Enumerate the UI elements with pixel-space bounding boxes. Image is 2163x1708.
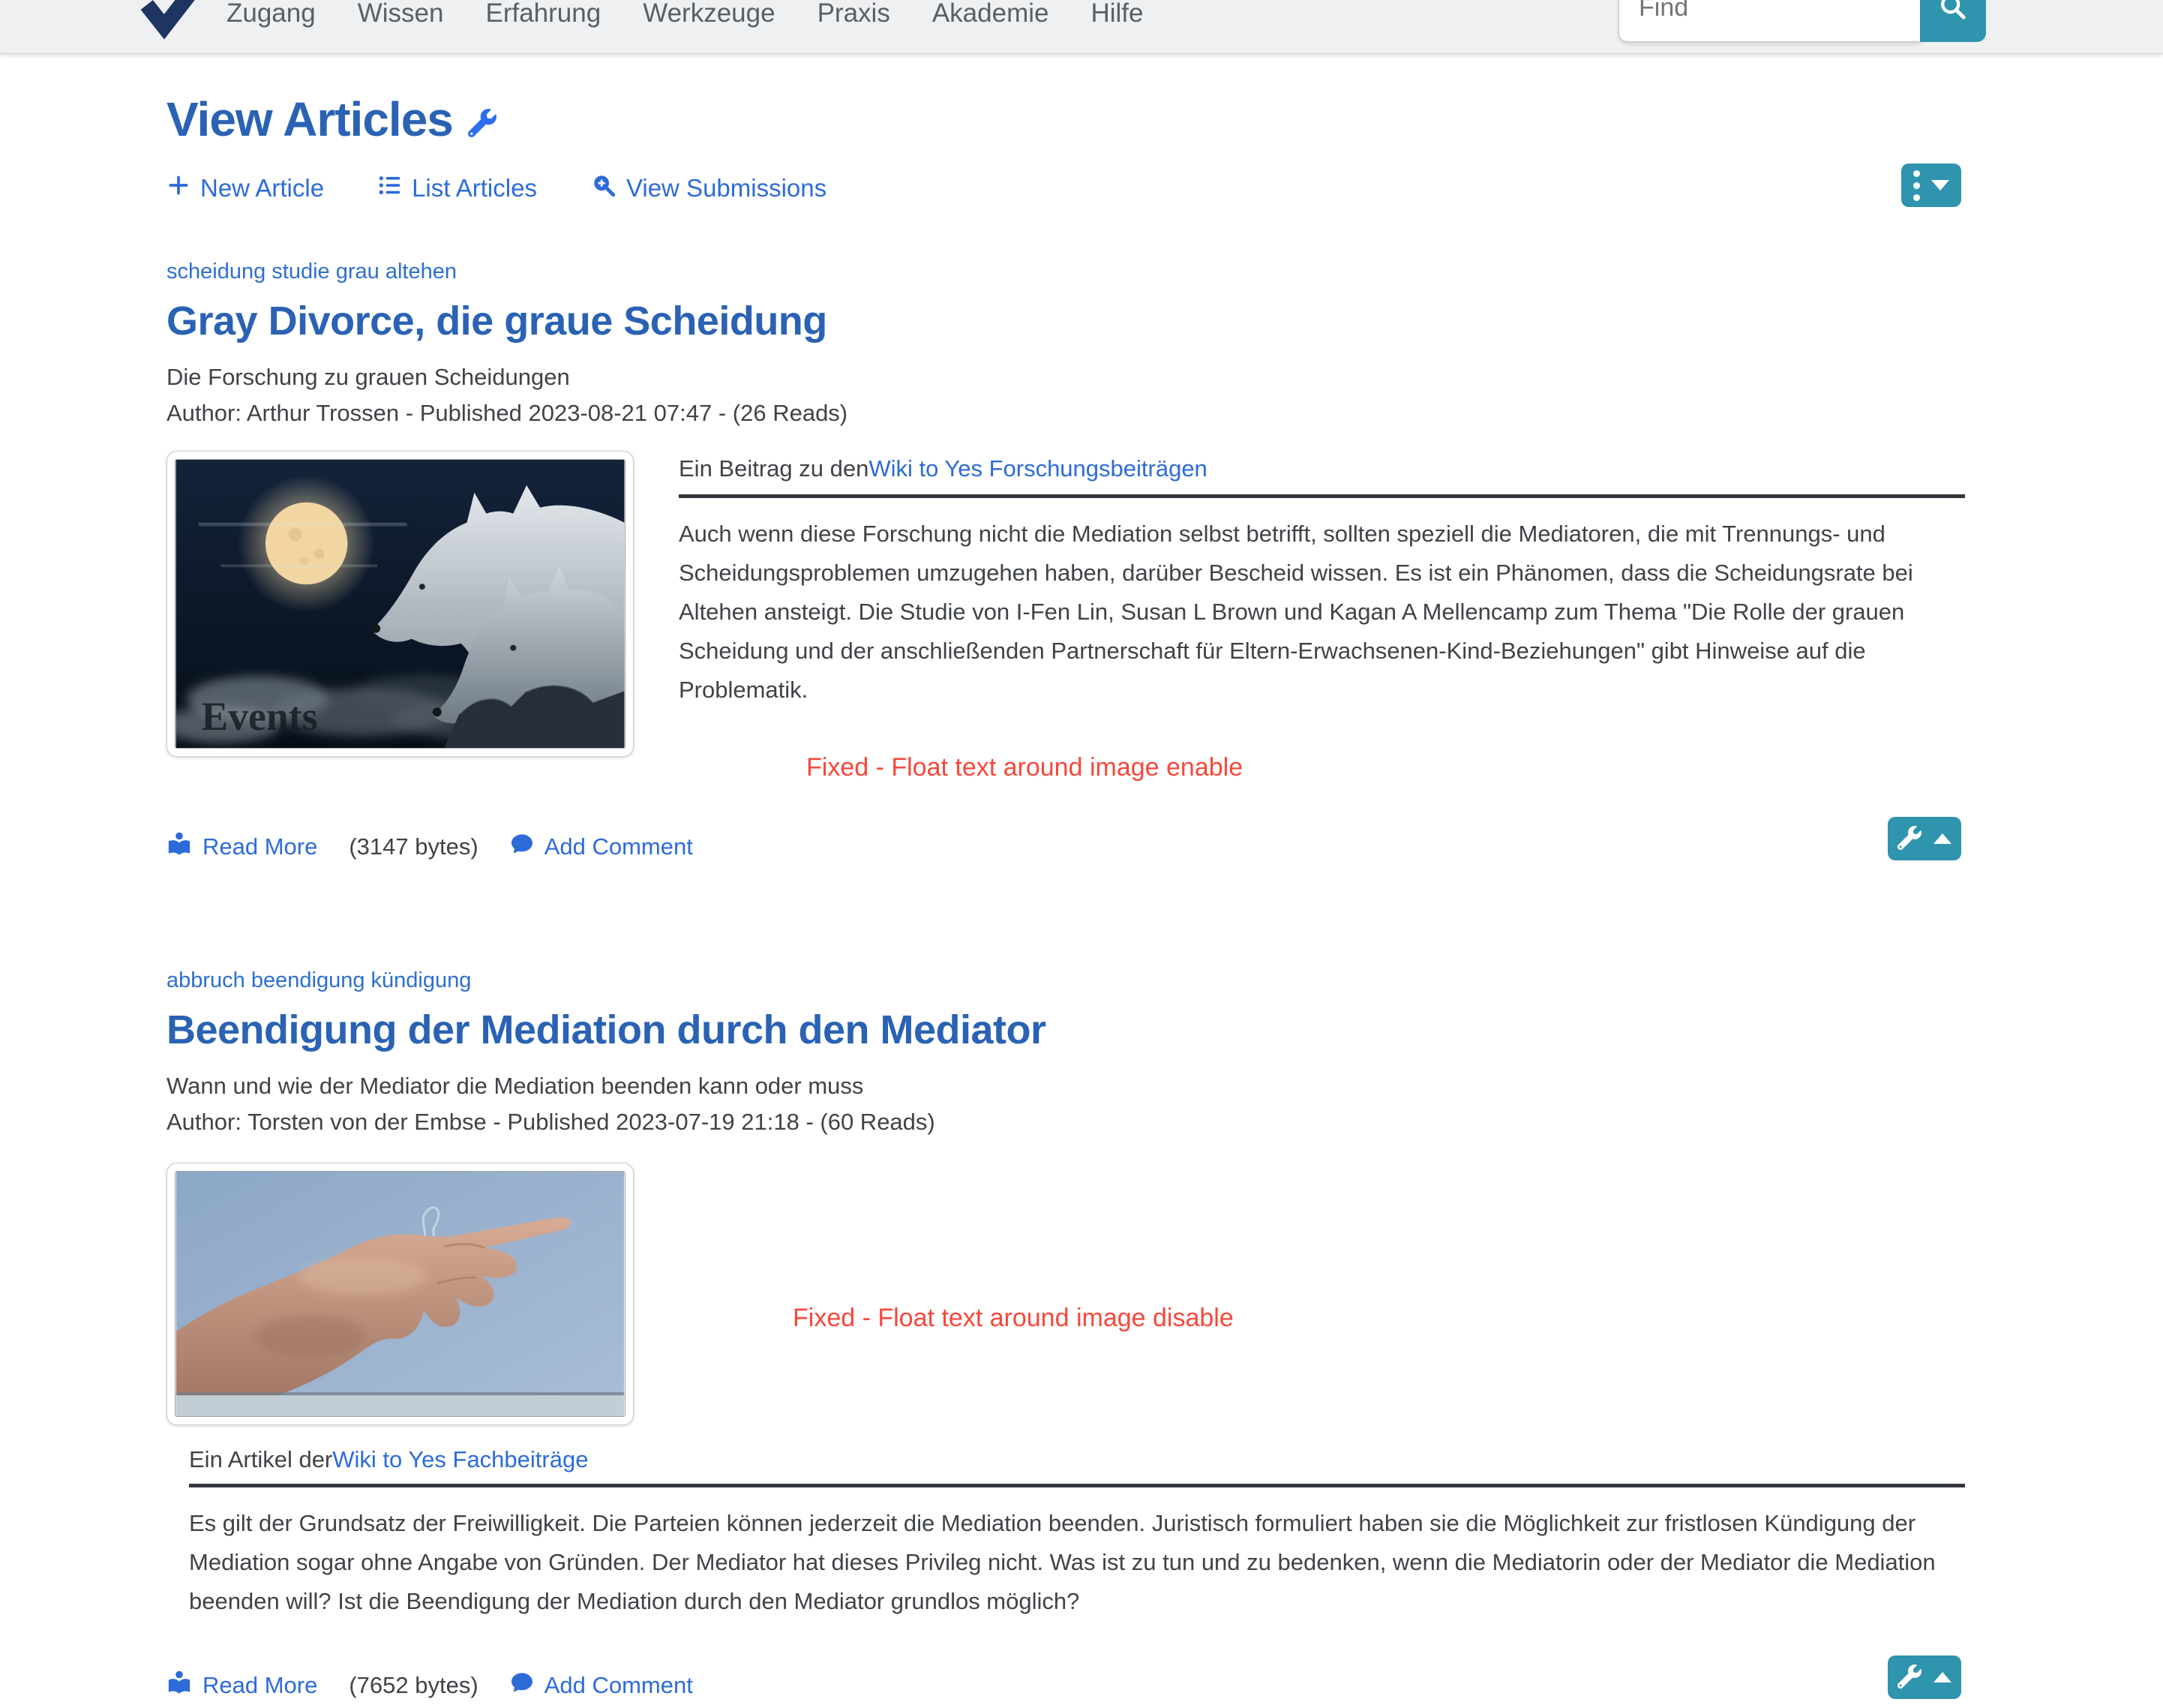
article-byline: Author: Arthur Trossen - Published 2023-08-21 07:47 - (26 Reads) (166, 400, 848, 426)
article-gray-divorce (166, 260, 1965, 869)
article-lead: Ein Artikel derWiki to Yes Fachbeiträge (189, 1442, 1965, 1487)
nav-item-wissen[interactable]: Wissen (357, 0, 444, 28)
chevron-up-icon (1934, 833, 1952, 844)
wrench-icon (1898, 826, 1922, 852)
float-disable-notice: Fixed - Float text around image disable (793, 1304, 1234, 1332)
list-icon (378, 173, 402, 203)
list-articles-button[interactable]: List Articles (378, 173, 537, 203)
article-image-pointing-hand (166, 1163, 634, 1425)
article-footer (166, 1663, 1965, 1708)
article-body-text: Es gilt der Grundsatz der Freiwilligkeit. Die Parteien können jederzeit die Mediation beenden. Juristisch formuliert haben sie die Möglichkeit zur fristlosen Kündigung der Mediation sogar ohne Angabe von Gründen. Der Mediator hat dieses Privileg nicht. Was ist zu tun und zu bedenken, wenn die Mediatorin oder der Mediator die Mediation beenden will? Ist die Beendigung der Mediation durch den Mediator grundlos möglich? (189, 1510, 1936, 1614)
article-size: (7652 bytes) (349, 1672, 478, 1698)
ellipsis-vertical-icon (1913, 170, 1920, 201)
nav-item-zugang[interactable]: Zugang (226, 0, 316, 28)
article-footer (166, 824, 1965, 869)
new-article-button[interactable]: New Article (166, 173, 324, 203)
page-settings-wrench-icon[interactable] (468, 109, 496, 141)
search-group (1618, 0, 1986, 42)
nav-item-werkzeuge[interactable]: Werkzeuge (643, 0, 776, 28)
nav-item-akademie[interactable]: Akademie (932, 0, 1049, 28)
article-tags-link[interactable]: abbruch beendigung kündigung (166, 968, 472, 992)
nav-item-erfahrung[interactable]: Erfahrung (485, 0, 602, 28)
top-navbar (0, 0, 2163, 54)
read-more-link[interactable]: Read More (166, 1670, 317, 1701)
article-lead: Ein Beitrag zu denWiki to Yes Forschungsbeiträgen (679, 451, 1965, 498)
page-options-dropdown-button[interactable] (1901, 164, 1961, 207)
article-byline: Author: Torsten von der Embse - Published 2023-07-19 21:18 - (60 Reads) (166, 1109, 935, 1135)
chevron-up-icon (1934, 1672, 1952, 1682)
article-subtitle: Wann und wie der Mediator die Mediation beenden kann oder muss (166, 1073, 864, 1099)
wiki-to-yes-link[interactable]: Wiki to Yes Forschungsbeiträgen (868, 455, 1208, 482)
nav-item-hilfe[interactable]: Hilfe (1090, 0, 1144, 28)
article-actions-toolbar (166, 173, 1965, 204)
add-comment-link[interactable]: Add Comment (510, 832, 693, 862)
book-reader-icon (166, 831, 192, 863)
article-tools-button[interactable] (1888, 1655, 1961, 1699)
page-content (0, 92, 2163, 1708)
search-icon (1938, 0, 1968, 24)
site-logo-checkmark-icon[interactable] (140, 0, 198, 54)
add-comment-link[interactable]: Add Comment (510, 1670, 693, 1700)
search-button[interactable] (1920, 0, 1986, 42)
article-image-wolves (166, 451, 634, 757)
article-body-text: Auch wenn diese Forschung nicht die Mediation selbst betrifft, sollten speziell die Mediatoren, die mit Trennungs- und Scheidungsproblemen umzugehen haben, darüber Bescheid wissen. Es ist ein Phänomen, dass die Scheidungsrate bei Altehen ansteigt. Die Studie von I-Fen Lin, Susan L Brown und Kagan A Mellencamp zum Thema "Die Rolle der grauen Scheidung und der anschließenden Partnerschaft für Eltern-Erwachsenen-Kind-Beziehungen" gibt Hinweise auf die Problematik. (679, 521, 1913, 703)
page-title: View Articles (166, 92, 453, 146)
article-title[interactable]: Gray Divorce, die graue Scheidung (166, 299, 827, 344)
search-plus-icon (591, 173, 616, 204)
read-more-link[interactable]: Read More (166, 831, 317, 863)
article-subtitle: Die Forschung zu grauen Scheidungen (166, 364, 570, 390)
wiki-to-yes-link[interactable]: Wiki to Yes Fachbeiträge (332, 1446, 589, 1472)
image-caption-events: Events (201, 694, 318, 740)
chevron-down-icon (1931, 180, 1949, 191)
main-menu (226, 0, 1144, 53)
book-reader-icon (166, 1670, 192, 1701)
plus-icon (166, 173, 190, 203)
search-input[interactable] (1618, 0, 1920, 42)
nav-item-praxis[interactable]: Praxis (817, 0, 890, 28)
view-submissions-button[interactable]: View Submissions (591, 173, 826, 204)
article-tools-button[interactable] (1888, 817, 1961, 860)
comment-icon (510, 1670, 534, 1700)
article-size: (3147 bytes) (349, 833, 478, 860)
comment-icon (510, 832, 534, 862)
float-enable-notice: Fixed - Float text around image enable (806, 753, 1244, 782)
article-beendigung-mediation (166, 968, 1965, 1708)
article-tags-link[interactable]: scheidung studie grau altehen (166, 260, 457, 284)
article-title[interactable]: Beendigung der Mediation durch den Mediator (166, 1007, 1046, 1052)
